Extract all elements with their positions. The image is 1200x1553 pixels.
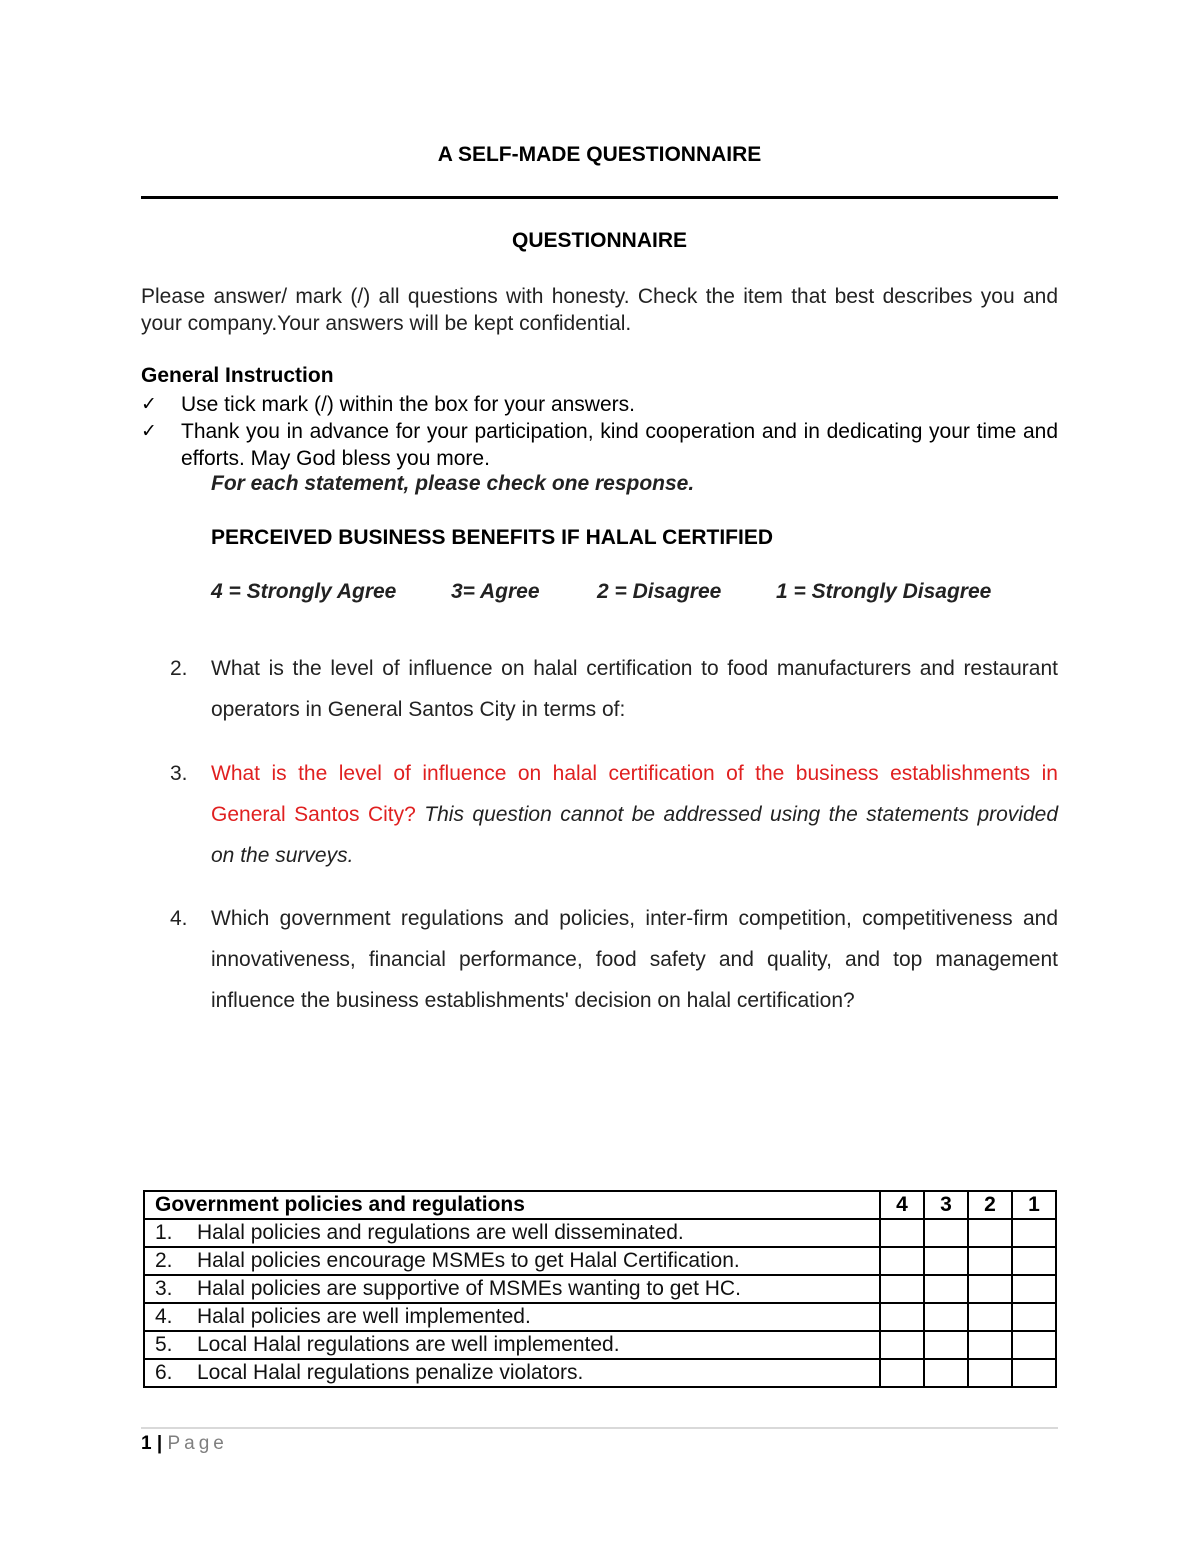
- rating-scale-legend: [211, 580, 1058, 607]
- question-number: 3.: [170, 762, 188, 785]
- rating-checkbox-1[interactable]: [1012, 1331, 1056, 1359]
- intro-paragraph: Please answer/ mark (/) all questions with honesty. Check the item that best describes you and your company.Your answers will be kept confidential.: [141, 285, 1058, 335]
- statement-cell: [144, 1219, 880, 1247]
- statement-number: 5.: [155, 1333, 173, 1356]
- rating-checkbox-2[interactable]: [968, 1247, 1012, 1275]
- statement-text: Local Halal regulations penalize violators.: [197, 1361, 584, 1384]
- page-number: 1: [141, 1433, 152, 1454]
- question-text-highlighted: What is the level of influence on halal certification of the business establishments in General Santos City?: [211, 762, 1058, 826]
- rating-checkbox-2[interactable]: [968, 1331, 1012, 1359]
- rating-checkbox-3[interactable]: [924, 1331, 968, 1359]
- rating-column-header: 3: [924, 1191, 968, 1219]
- rating-checkbox-2[interactable]: [968, 1219, 1012, 1247]
- title-divider: [141, 196, 1058, 199]
- table-row: [144, 1247, 1056, 1275]
- statement-number: 2.: [155, 1249, 173, 1272]
- rating-column-header: 2: [968, 1191, 1012, 1219]
- statement-cell: [144, 1275, 880, 1303]
- response-instruction: For each statement, please check one response.: [211, 472, 695, 495]
- statement-text: Halal policies encourage MSMEs to get Halal Certification.: [197, 1249, 740, 1272]
- section-heading: PERCEIVED BUSINESS BENEFITS IF HALAL CERTIFIED: [211, 526, 774, 549]
- table-row: [144, 1275, 1056, 1303]
- footer-divider: [141, 1427, 1058, 1429]
- rating-checkbox-4[interactable]: [880, 1303, 924, 1331]
- checkmark-icon: ✓: [141, 393, 157, 415]
- rating-column-header: 1: [1012, 1191, 1056, 1219]
- statement-cell: [144, 1331, 880, 1359]
- question-number: 4.: [170, 907, 188, 930]
- question-note: This question cannot be addressed using the statements provided on the surveys.: [211, 803, 1059, 867]
- table-row: [144, 1303, 1056, 1331]
- checkmark-icon: ✓: [141, 420, 157, 442]
- statement-number: 3.: [155, 1277, 173, 1300]
- rating-checkbox-1[interactable]: [1012, 1303, 1056, 1331]
- statement-text: Halal policies and regulations are well disseminated.: [197, 1221, 684, 1244]
- statement-text: Halal policies are well implemented.: [197, 1305, 531, 1328]
- rating-checkbox-1[interactable]: [1012, 1247, 1056, 1275]
- page-label: Page: [167, 1433, 228, 1454]
- statement-cell: [144, 1359, 880, 1387]
- statement-number: 1.: [155, 1221, 173, 1244]
- scale-item-4: 4 = Strongly Agree: [211, 580, 397, 603]
- table-row: [144, 1331, 1056, 1359]
- statement-text: Local Halal regulations are well implemented.: [197, 1333, 620, 1356]
- table-row: [144, 1219, 1056, 1247]
- rating-checkbox-4[interactable]: [880, 1247, 924, 1275]
- rating-checkbox-3[interactable]: [924, 1359, 968, 1387]
- scale-item-1: 1 = Strongly Disagree: [776, 580, 992, 603]
- footer-separator: |: [156, 1433, 163, 1454]
- instruction-bullet-text: Thank you in advance for your participation, kind cooperation and in dedicating your time and efforts. May God bless you more.: [181, 420, 1058, 470]
- page-footer: [141, 1433, 228, 1455]
- scale-item-2: 2 = Disagree: [597, 580, 722, 603]
- statement-number: 4.: [155, 1305, 173, 1328]
- table-header-row: [144, 1191, 1056, 1219]
- rating-checkbox-3[interactable]: [924, 1219, 968, 1247]
- rating-checkbox-1[interactable]: [1012, 1359, 1056, 1387]
- rating-checkbox-1[interactable]: [1012, 1275, 1056, 1303]
- rating-checkbox-3[interactable]: [924, 1247, 968, 1275]
- question-item: [170, 753, 1058, 876]
- rating-checkbox-4[interactable]: [880, 1331, 924, 1359]
- question-text: [211, 753, 1058, 876]
- rating-checkbox-3[interactable]: [924, 1303, 968, 1331]
- question-text: What is the level of influence on halal certification to food manufacturers and restaurant operators in General Santos City in terms of:: [211, 657, 1058, 721]
- document-title: A SELF-MADE QUESTIONNAIRE: [437, 143, 762, 166]
- general-instruction-heading: General Instruction: [141, 364, 334, 387]
- rating-column-header: 4: [880, 1191, 924, 1219]
- rating-checkbox-4[interactable]: [880, 1359, 924, 1387]
- rating-checkbox-2[interactable]: [968, 1303, 1012, 1331]
- table-row: [144, 1359, 1056, 1387]
- table-header-category: Government policies and regulations: [144, 1191, 880, 1219]
- rating-checkbox-3[interactable]: [924, 1275, 968, 1303]
- instruction-bullet-text: Use tick mark (/) within the box for your answers.: [181, 393, 635, 416]
- rating-checkbox-1[interactable]: [1012, 1219, 1056, 1247]
- instruction-bullet: [141, 418, 1058, 472]
- statement-cell: [144, 1247, 880, 1275]
- question-number: 2.: [170, 657, 188, 680]
- question-item: [170, 898, 1058, 1062]
- rating-checkbox-2[interactable]: [968, 1275, 1012, 1303]
- instruction-bullet: [141, 391, 1058, 418]
- question-item: [170, 648, 1058, 730]
- rating-table: [143, 1190, 1057, 1388]
- statement-text: Halal policies are supportive of MSMEs wanting to get HC.: [197, 1277, 741, 1300]
- document-subtitle: QUESTIONNAIRE: [511, 229, 687, 252]
- scale-item-3: 3= Agree: [451, 580, 540, 603]
- rating-checkbox-4[interactable]: [880, 1275, 924, 1303]
- rating-checkbox-2[interactable]: [968, 1359, 1012, 1387]
- question-text: Which government regulations and policies, inter-firm competition, competitiveness and innovativeness, financial performance, food safety and quality, and top management influence the business establishments' decision on halal certification?: [211, 907, 1058, 1012]
- statement-cell: [144, 1303, 880, 1331]
- statement-number: 6.: [155, 1361, 173, 1384]
- rating-checkbox-4[interactable]: [880, 1219, 924, 1247]
